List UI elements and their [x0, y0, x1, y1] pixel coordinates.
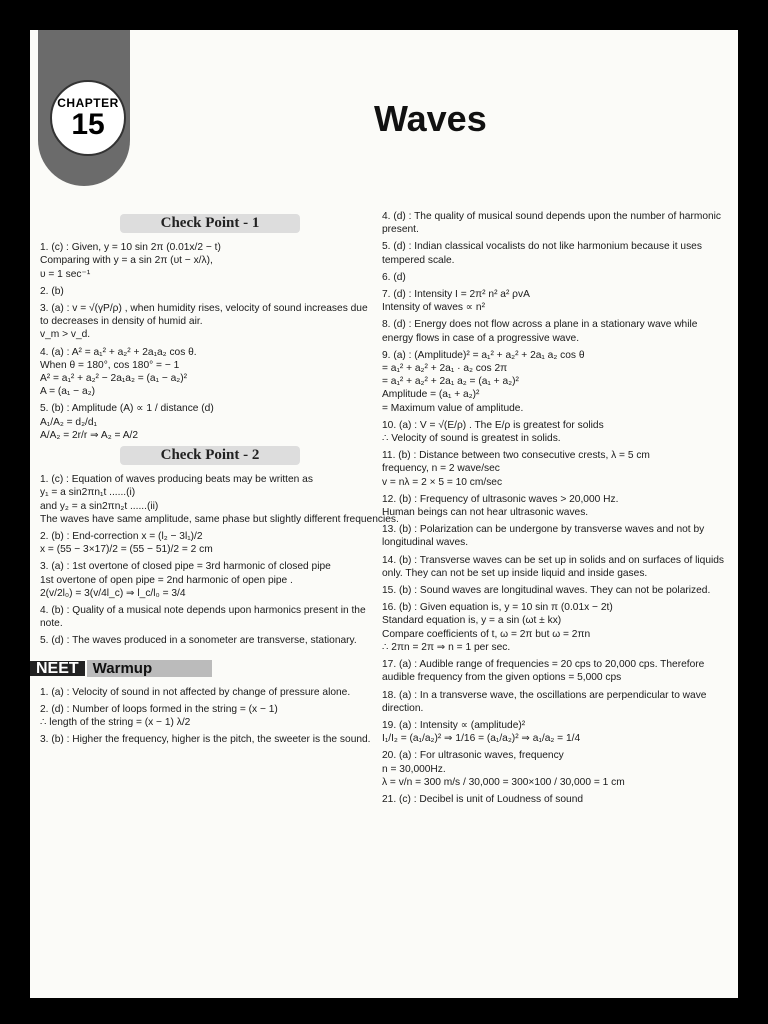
text-line: audible frequency from the given options = 5,000 cps: [382, 672, 622, 684]
text-line: 21. (c) : Decibel is unit of Loudness of sound: [382, 793, 584, 805]
section-heading: Check Point - 1: [120, 214, 300, 233]
text-line: 5. (d) : Indian classical vocalists do not like harmonium because it uses: [382, 241, 702, 253]
text-line: When θ = 180°, cos 180° = − 1: [40, 359, 180, 371]
text-line: 1. (c) : Given, y = 10 sin 2π (0.01x/2 − t): [40, 242, 221, 254]
chapter-label: CHAPTER: [57, 96, 119, 110]
text-line: 2. (b) : End-correction x = (l₂ − 3l₁)/2: [40, 531, 203, 543]
text-line: 2. (b): [40, 285, 64, 297]
text-line: 8. (d) : Energy does not flow across a plane in a stationary wave while: [382, 319, 698, 331]
text-line: A₁/A₂ = d₂/d₁: [40, 416, 97, 428]
text-line: 9. (a) : (Amplitude)² = a₁² + a₂² + 2a₁ a₂ cos θ: [382, 349, 585, 361]
text-line: 15. (b) : Sound waves are longitudinal waves. They can not be polarized.: [382, 585, 711, 597]
text-line: 5. (d) : The waves produced in a sonometer are transverse, stationary.: [40, 635, 357, 647]
text-line: 1. (a) : Velocity of sound in not affected by change of pressure alone.: [40, 686, 351, 698]
warmup-label: Warmup: [87, 660, 212, 677]
text-line: Comparing with y = a sin 2π (υt − x/λ),: [40, 255, 213, 267]
text-line: 11. (b) : Distance between two consecutive crests, λ = 5 cm: [382, 450, 650, 462]
text-line: 4. (a) : A² = a₁² + a₂² + 2a₁a₂ cos θ.: [40, 346, 197, 358]
text-line: direction.: [382, 702, 424, 714]
text-line: 2(v/2l₀) = 3(v/4l_c) ⇒ l_c/l₀ = 3/4: [40, 587, 186, 599]
text-line: ∴ 2πn = 2π ⇒ n = 1 per sec.: [382, 641, 511, 653]
right-column: [382, 210, 725, 806]
text-line: 4. (b) : Quality of a musical note depends upon harmonics present in the: [40, 605, 366, 617]
text-line: 3. (b) : Higher the frequency, higher is the pitch, the sweeter is the sound.: [40, 734, 371, 746]
text-line: = a₁² + a₂² + 2a₁ · a₂ cos 2π: [382, 363, 508, 375]
text-line: = Maximum value of amplitude.: [382, 402, 524, 414]
text-line: energy flows in case of a progressive wave.: [382, 332, 580, 344]
text-line: ∴ length of the string = (x − 1) λ/2: [40, 717, 191, 729]
text-line: note.: [40, 618, 63, 630]
section-heading: Check Point - 2: [120, 446, 300, 465]
text-line: 2. (d) : Number of loops formed in the string = (x − 1): [40, 703, 278, 715]
page-title: Waves: [374, 98, 487, 139]
text-line: 20. (a) : For ultrasonic waves, frequency: [382, 750, 564, 762]
text-line: 17. (a) : Audible range of frequencies = 20 cps to 20,000 cps. Therefore: [382, 659, 705, 671]
text-line: only. They can not be set up inside liquid and inside gases.: [382, 567, 648, 579]
text-line: x = (55 − 3×17)/2 = (55 − 51)/2 = 2 cm: [40, 544, 213, 556]
text-line: 4. (d) : The quality of musical sound depends upon the number of harmonic: [382, 211, 722, 222]
text-line: λ = v/n = 300 m/s / 30,000 = 300×100 / 30,000 = 1 cm: [382, 776, 625, 788]
text-line: A = (a₁ − a₂): [40, 386, 95, 398]
text-line: A/A₂ = 2r/r ⇒ A₂ = A/2: [40, 429, 138, 441]
text-line: tempered scale.: [382, 254, 455, 266]
text-line: Amplitude = (a₁ + a₂)²: [382, 389, 480, 401]
text-line: to decreases in density of humid air.: [40, 316, 203, 328]
chapter-number: 15: [71, 108, 105, 141]
text-line: v_m > v_d.: [40, 329, 91, 341]
text-line: 5. (b) : Amplitude (A) ∝ 1 / distance (d): [40, 403, 214, 415]
text-line: 19. (a) : Intensity ∝ (amplitude)²: [382, 719, 526, 731]
text-line: v = nλ = 2 × 5 = 10 cm/sec: [382, 476, 503, 488]
text-line: 3. (a) : 1st overtone of closed pipe = 3rd harmonic of closed pipe: [40, 561, 331, 573]
text-line: 10. (a) : V = √(E/ρ) . The E/ρ is greatest for solids: [382, 419, 604, 431]
chapter-badge: [50, 80, 126, 156]
text-line: 7. (d) : Intensity I = 2π² n² a² ρvA: [382, 289, 530, 301]
text-line: ∴ Velocity of sound is greatest in solids.: [382, 433, 561, 445]
text-line: A² = a₁² + a₂² − 2a₁a₂ = (a₁ − a₂)²: [40, 373, 188, 385]
text-line: n = 30,000Hz.: [382, 763, 446, 775]
text-line: The waves have same amplitude, same phase but slightly different frequencies.: [40, 513, 399, 525]
text-line: 14. (b) : Transverse waves can be set up in solids and on surfaces of liquids: [382, 554, 725, 566]
text-line: Standard equation is, y = a sin (ωt ± kx): [382, 615, 562, 627]
text-line: frequency, n = 2 wave/sec: [382, 463, 500, 475]
text-line: 3. (a) : v = √(γP/ρ) , when humidity rises, velocity of sound increases due: [40, 303, 368, 315]
text-line: Compare coefficients of t, ω = 2π but ω = 2πn: [382, 628, 591, 640]
neet-label: NEET: [30, 661, 85, 676]
text-line: present.: [382, 224, 419, 236]
text-line: I₁/I₂ = (a₁/a₂)² ⇒ 1/16 = (a₁/a₂)² ⇒ a₁/a₂ = 1/4: [382, 733, 581, 745]
text-line: υ = 1 sec⁻¹: [40, 268, 91, 280]
text-line: and y₂ = a sin2πn₂t ......(ii): [40, 500, 159, 512]
text-line: Intensity of waves ∝ n²: [382, 302, 485, 314]
neet-warmup-heading: [30, 658, 380, 680]
text-line: 1. (c) : Equation of waves producing beats may be written as: [40, 474, 313, 486]
text-line: 6. (d): [382, 271, 406, 283]
text-line: 13. (b) : Polarization can be undergone by transverse waves and not by: [382, 524, 705, 536]
text-line: 12. (b) : Frequency of ultrasonic waves > 20,000 Hz.: [382, 493, 619, 505]
text-line: 16. (b) : Given equation is, y = 10 sin π (0.01x − 2t): [382, 602, 613, 614]
text-line: 1st overtone of open pipe = 2nd harmonic of open pipe .: [40, 574, 293, 586]
page: [30, 30, 738, 998]
text-line: 18. (a) : In a transverse wave, the oscillations are perpendicular to wave: [382, 689, 707, 701]
text-line: = a₁² + a₂² + 2a₁ a₂ = (a₁ + a₂)²: [382, 376, 519, 388]
text-line: longitudinal waves.: [382, 537, 469, 549]
text-line: y₁ = a sin2πn₁t ......(i): [40, 487, 136, 499]
text-line: Human beings can not hear ultrasonic waves.: [382, 507, 589, 519]
